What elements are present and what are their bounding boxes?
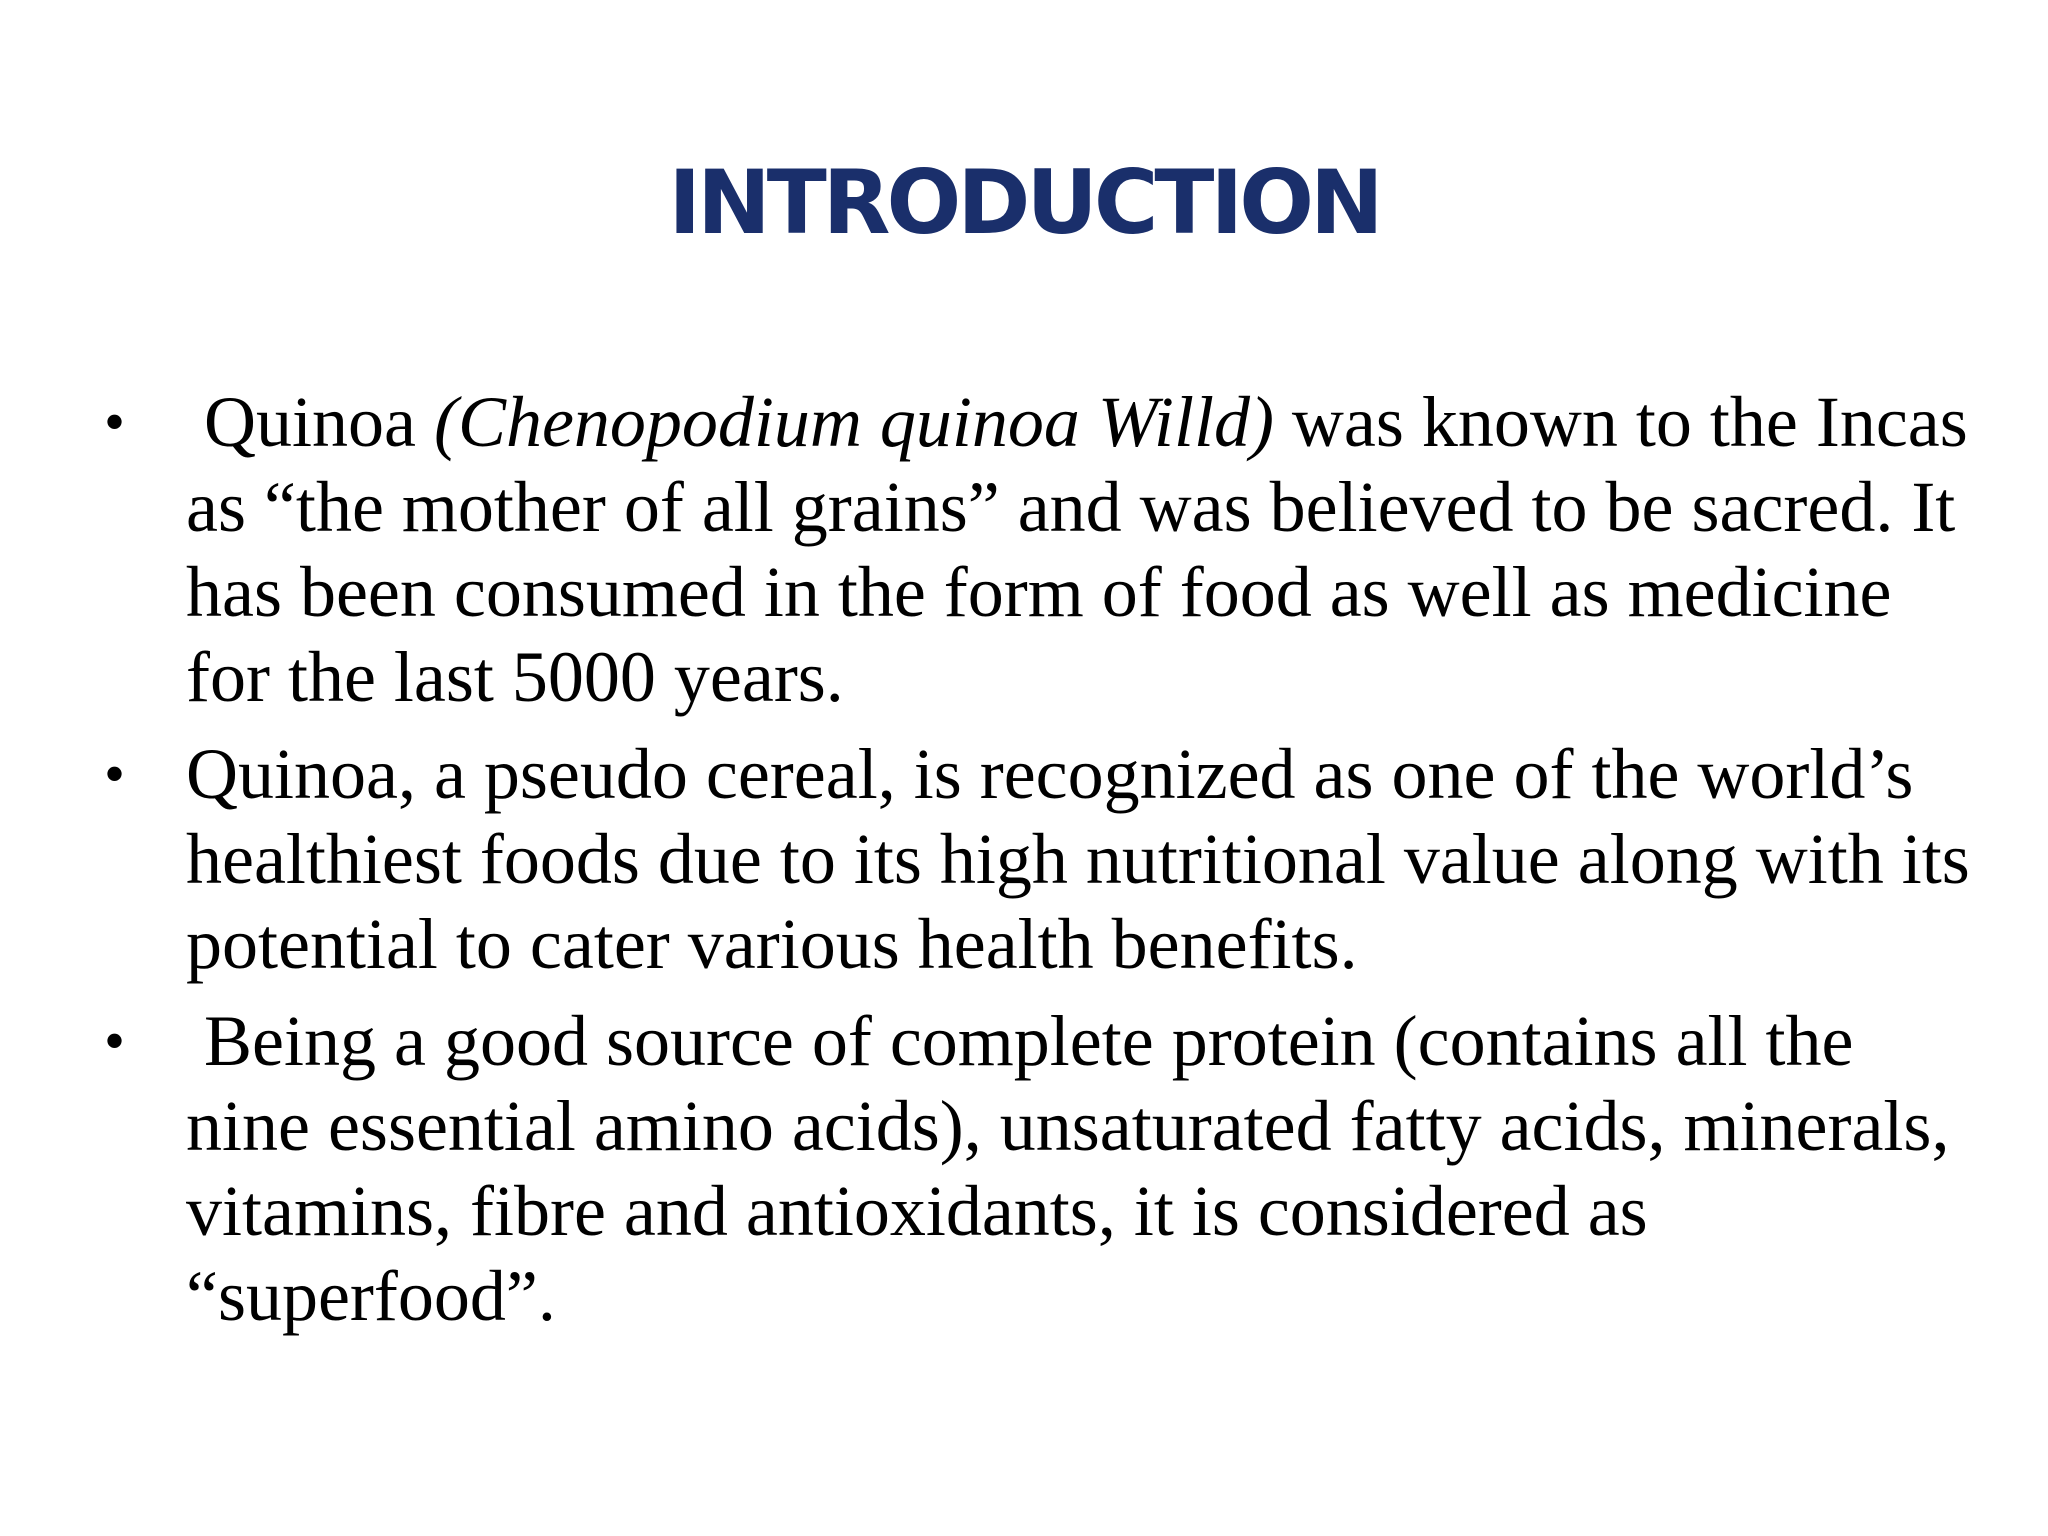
bullet-text: Quinoa, a pseudo cereal, is recognized as one of the world’s healthiest foods due to its high nutritional value along with its potential to cater various health benefits.: [186, 734, 1970, 984]
bullet-item: [104, 999, 1984, 1339]
bullet-text: Being a good source of complete protein (contains all the nine essential amino acids), unsaturated fatty acids, minerals, vitamins, fibre and antioxidants, it is considered as “superfood”.: [186, 1001, 1950, 1336]
bullet-list: [104, 380, 1984, 1351]
bullet-text-start: Quinoa: [204, 382, 434, 462]
bullet-dot: •: [104, 389, 126, 455]
scientific-name: (Chenopodium quinoa Willd): [433, 382, 1274, 462]
bullet-text-end: was known to the Incas as “the mother of all grains” and was believed to be sacred. It has been consumed in the form of food as well as medicine for the last 5000 years.: [186, 382, 1968, 717]
bullet-dot: •: [104, 741, 126, 807]
leading-space: [186, 382, 204, 462]
bullet-item: [104, 732, 1984, 987]
bullet-dot: •: [104, 1008, 126, 1074]
leading-space: [186, 1001, 204, 1081]
slide-title: INTRODUCTION: [668, 151, 1380, 254]
bullet-item: [104, 380, 1984, 720]
